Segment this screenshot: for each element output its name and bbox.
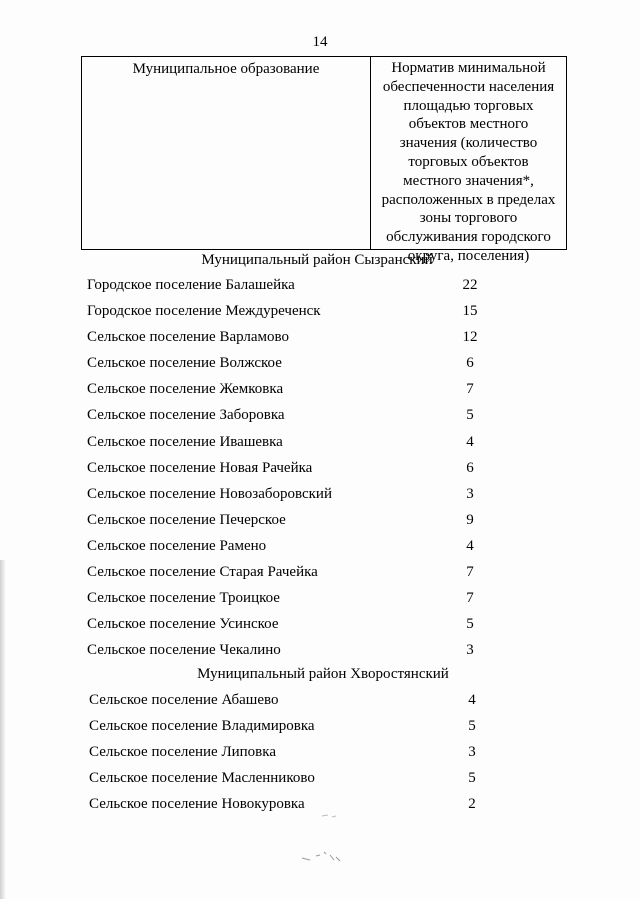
scan-smudge bbox=[320, 810, 340, 820]
settlement-name: Сельское поселение Волжское bbox=[87, 355, 282, 372]
table-row bbox=[0, 616, 640, 642]
settlement-name: Сельское поселение Новая Рачейка bbox=[87, 459, 313, 476]
norm-value: 6 bbox=[466, 355, 474, 372]
header-norm-line: округа, поселения) bbox=[407, 247, 530, 264]
table-row bbox=[0, 329, 640, 355]
norm-value: 4 bbox=[468, 692, 476, 708]
norm-value: 3 bbox=[466, 642, 474, 659]
norm-value: 7 bbox=[466, 381, 474, 398]
norm-value: 15 bbox=[462, 303, 478, 320]
district-title: Муниципальный район Сызранский bbox=[201, 252, 433, 268]
norm-value: 4 bbox=[466, 433, 474, 450]
norm-value: 6 bbox=[466, 459, 474, 476]
settlement-name: Сельское поселение Новокуровка bbox=[89, 796, 305, 813]
header-norm-line: значения (количество bbox=[399, 135, 538, 152]
header-norm-line: обслуживания городского bbox=[386, 229, 551, 246]
settlement-name: Городское поселение Междуреченск bbox=[87, 303, 321, 320]
district-title: Муниципальный район Хворостянский bbox=[197, 666, 449, 682]
header-norm-line: расположенных в пределах bbox=[381, 191, 556, 208]
settlement-name: Городское поселение Балашейка bbox=[87, 277, 295, 293]
district-rows-syzransky bbox=[0, 277, 640, 668]
norm-value: 5 bbox=[466, 616, 474, 633]
header-norm-line: обеспеченности населения bbox=[382, 78, 555, 95]
header-norm bbox=[371, 57, 566, 264]
table-row bbox=[0, 407, 640, 433]
table-row bbox=[0, 486, 640, 512]
table-row bbox=[0, 538, 640, 564]
table-row bbox=[0, 512, 640, 538]
settlement-name: Сельское поселение Заборовка bbox=[87, 407, 285, 424]
norm-value: 3 bbox=[466, 485, 474, 502]
settlement-name: Сельское поселение Старая Рачейка bbox=[87, 564, 318, 581]
norm-value: 5 bbox=[468, 718, 476, 735]
settlement-name: Сельское поселение Владимировка bbox=[89, 718, 315, 735]
page-number: 14 bbox=[312, 34, 328, 50]
table-row bbox=[0, 460, 640, 486]
norm-value: 12 bbox=[462, 329, 478, 346]
settlement-name: Сельское поселение Абашево bbox=[89, 692, 279, 708]
header-norm-line: Норматив минимальной bbox=[391, 60, 546, 76]
norm-value: 9 bbox=[466, 511, 474, 528]
settlement-name: Сельское поселение Рамено bbox=[87, 537, 267, 554]
norm-value: 4 bbox=[466, 537, 474, 554]
settlement-name: Сельское поселение Усинское bbox=[87, 616, 279, 633]
settlement-name: Сельское поселение Липовка bbox=[89, 744, 276, 761]
header-norm-line: объектов местного bbox=[408, 116, 529, 133]
settlement-name: Сельское поселение Печерское bbox=[87, 511, 286, 528]
norm-value: 3 bbox=[468, 744, 476, 761]
scan-smudge bbox=[300, 848, 350, 864]
norm-value: 7 bbox=[466, 564, 474, 581]
table-row bbox=[0, 434, 640, 460]
header-norm-line: местного значения*, bbox=[403, 172, 534, 189]
table-row bbox=[0, 744, 640, 770]
district-rows-khvorostyansky bbox=[0, 692, 640, 822]
settlement-name: Сельское поселение Ивашевка bbox=[87, 433, 283, 450]
norm-value: 7 bbox=[466, 590, 474, 607]
table-row bbox=[0, 692, 640, 718]
table-row bbox=[0, 381, 640, 407]
settlement-name: Сельское поселение Масленниково bbox=[89, 770, 315, 787]
norm-value: 22 bbox=[462, 277, 478, 293]
settlement-name: Сельское поселение Троицкое bbox=[87, 590, 280, 607]
settlement-name: Сельское поселение Жемковка bbox=[87, 381, 284, 398]
table-row bbox=[0, 642, 640, 668]
header-norm-line: площадью торговых bbox=[403, 97, 534, 114]
settlement-name: Сельское поселение Варламово bbox=[87, 329, 290, 346]
header-municipality: Муниципальное образование bbox=[82, 57, 371, 249]
table-row bbox=[0, 277, 640, 303]
table-row bbox=[0, 564, 640, 590]
table-row bbox=[0, 718, 640, 744]
table-row bbox=[0, 770, 640, 796]
norm-value: 5 bbox=[466, 407, 474, 424]
norm-value: 2 bbox=[468, 796, 476, 813]
header-norm-line: торговых объектов bbox=[408, 153, 529, 170]
norm-value: 5 bbox=[468, 770, 476, 787]
settlement-name: Сельское поселение Новозаборовский bbox=[87, 485, 332, 502]
table-row bbox=[0, 590, 640, 616]
table-row bbox=[0, 355, 640, 381]
header-norm-line: зоны торгового bbox=[419, 210, 518, 227]
settlement-name: Сельское поселение Чекалино bbox=[87, 642, 281, 659]
table-row bbox=[0, 303, 640, 329]
